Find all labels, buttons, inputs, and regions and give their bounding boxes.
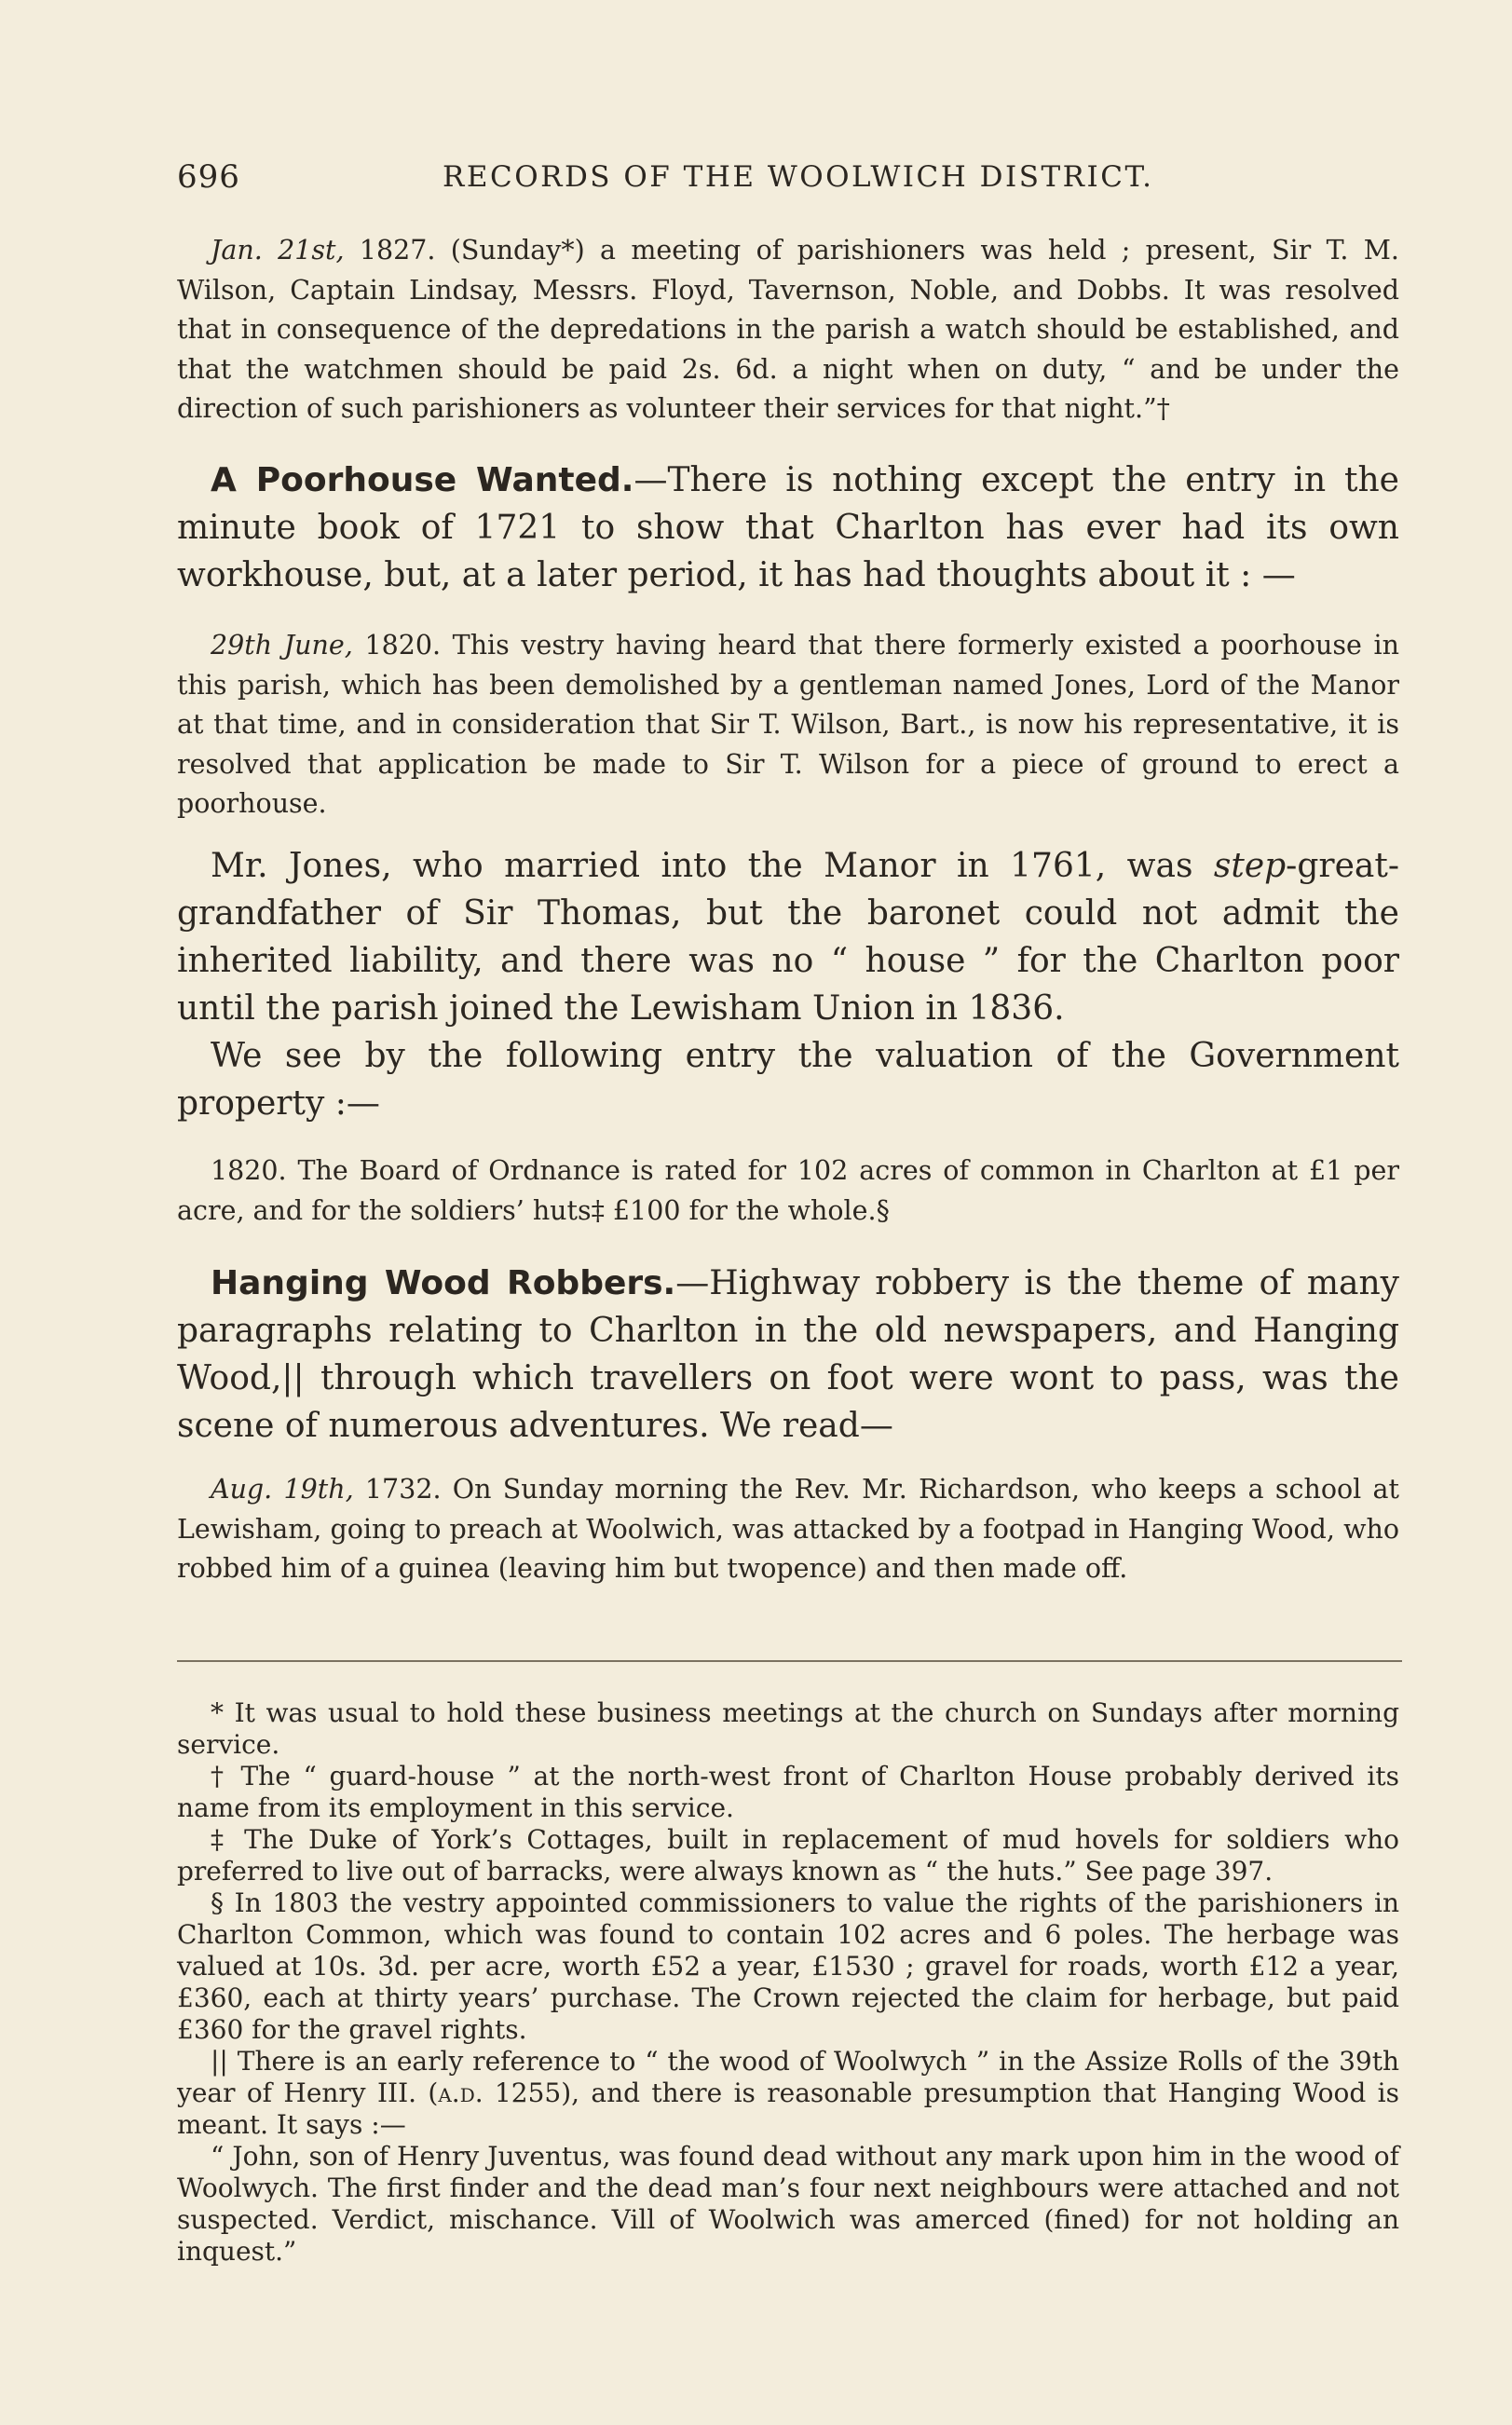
footnote-text: 1255), and there is reasonable presumption that Hanging Wood is meant. It says :— <box>177 2078 1399 2140</box>
footnote-section: § In 1803 the vestry appointed commissioners to value the rights of the parishioners in Charlton Common, which was found to contain 102 acres and 6 poles. The herbage was valued at 10s. 3d. per acre, worth £52 a year, £1530 ; gravel for roads, worth £12 a year, £360, each at thirty years’ purchase. The Crown rejected the claim for herbage, but paid £360 for the gravel rights. <box>177 1887 1399 2045</box>
footnote-dagger: † The “ guard-house ” at the north-west front of Charlton House probably derived its name from its employment in this service. <box>177 1761 1399 1823</box>
vestry-entry-1827 <box>177 231 1399 429</box>
paragraph-text: Mr. Jones, who married into the Manor in 1761, was <box>211 847 1214 885</box>
page-header <box>177 158 1407 205</box>
paragraph-text: —Highway robbery is the theme of many paragraphs relating to Charlton in the old newspapers, and Hanging Wood,|| through which travellers on foot were wont to pass, was the scene of numerous adventures. We read— <box>177 1264 1399 1445</box>
italic-word: step <box>1213 847 1287 885</box>
entry-date: 29th June, <box>211 630 353 661</box>
entry-text: 1820. The Board of Ordnance is rated for 102 acres of common in Charlton at £1 per acre, and for the soldiers’ huts‡ £100 for the whole.§ <box>177 1155 1399 1226</box>
paragraph-text: -great-grandfather of Sir Thomas, but the baronet could not admit the inherited liability, and there was no “ house ” for the Charlton poor until the parish joined the Lewisham Union in 1836. <box>177 847 1399 1028</box>
era-abbreviation: a.d. <box>438 2078 484 2108</box>
vestry-entry-1820-june <box>177 626 1399 824</box>
entry-1732 <box>177 1470 1399 1589</box>
jones-paragraph <box>177 842 1399 1032</box>
footnote-divider <box>177 1660 1402 1662</box>
paragraph-text: We see by the following entry the valuation of the Government property :— <box>177 1037 1399 1123</box>
valuation-paragraph <box>177 1032 1399 1127</box>
poorhouse-paragraph <box>177 456 1399 599</box>
entry-text: 1732. On Sunday morning the Rev. Mr. Richardson, who keeps a school at Lewisham, going to preach at Woolwich, was attacked by a footpad in Hanging Wood, who robbed him of a guinea (leaving him but twopence) and then made off. <box>177 1474 1399 1584</box>
footnote-parallel <box>177 2046 1399 2141</box>
footnote-star: * It was usual to hold these business meetings at the church on Sundays after morning service. <box>177 1697 1399 1760</box>
entry-date: Aug. 19th, <box>211 1474 354 1505</box>
footnote-quote: “ John, son of Henry Juventus, was found dead without any mark upon him in the wood of Woolwych. The first finder and the dead man’s four next neighbours were attached and not suspected. Verdict, mischance. Vill of Woolwich was amerced (fined) for not holding an inquest.” <box>177 2141 1399 2267</box>
entry-text: 1820. This vestry having heard that there formerly existed a poorhouse in this parish, which has been demolished by a gentleman named Jones, Lord of the Manor at that time, and in consideration that Sir T. Wilson, Bart., is now his representative, it is resolved that application be made to Sir T. Wilson for a piece of ground to erect a poorhouse. <box>177 630 1399 819</box>
footnote-double-dagger: ‡ The Duke of York’s Cottages, built in replacement of mud hovels for soldiers who preferred to live out of barracks, were always known as “ the huts.” See page 397. <box>177 1824 1399 1887</box>
page-number: 696 <box>177 158 240 196</box>
robbers-paragraph <box>177 1260 1399 1450</box>
paragraph-text: —There is nothing except the entry in the minute book of 1721 to show that Charlton has ever had its own workhouse, but, at a later period, it has had thoughts about it : — <box>177 461 1399 594</box>
footnotes <box>177 1697 1399 2268</box>
ordnance-entry-1820 <box>177 1151 1399 1231</box>
running-head: RECORDS OF THE WOOLWICH DISTRICT. <box>443 160 1154 194</box>
section-heading-poorhouse: A Poorhouse Wanted. <box>211 461 634 499</box>
footnote-text: || There is an early reference to “ the wood of Woolwych ” in the Assize Rolls of the 39th year of Henry III. ( <box>177 2046 1399 2108</box>
section-heading-robbers: Hanging Wood Robbers. <box>211 1264 676 1302</box>
entry-date: Jan. 21st, <box>211 235 345 266</box>
entry-text: 1827. (Sunday*) a meeting of parishioners was held ; present, Sir T. M. Wilson, Captain Lindsay, Messrs. Floyd, Tavernson, Noble, and Dobbs. It was resolved that in consequence of the depredations in the parish a watch should be established, and that the watchmen should be paid 2s. 6d. a night when on duty, “ and be under the direction of such parishioners as volunteer their services for that night.”† <box>177 235 1399 424</box>
